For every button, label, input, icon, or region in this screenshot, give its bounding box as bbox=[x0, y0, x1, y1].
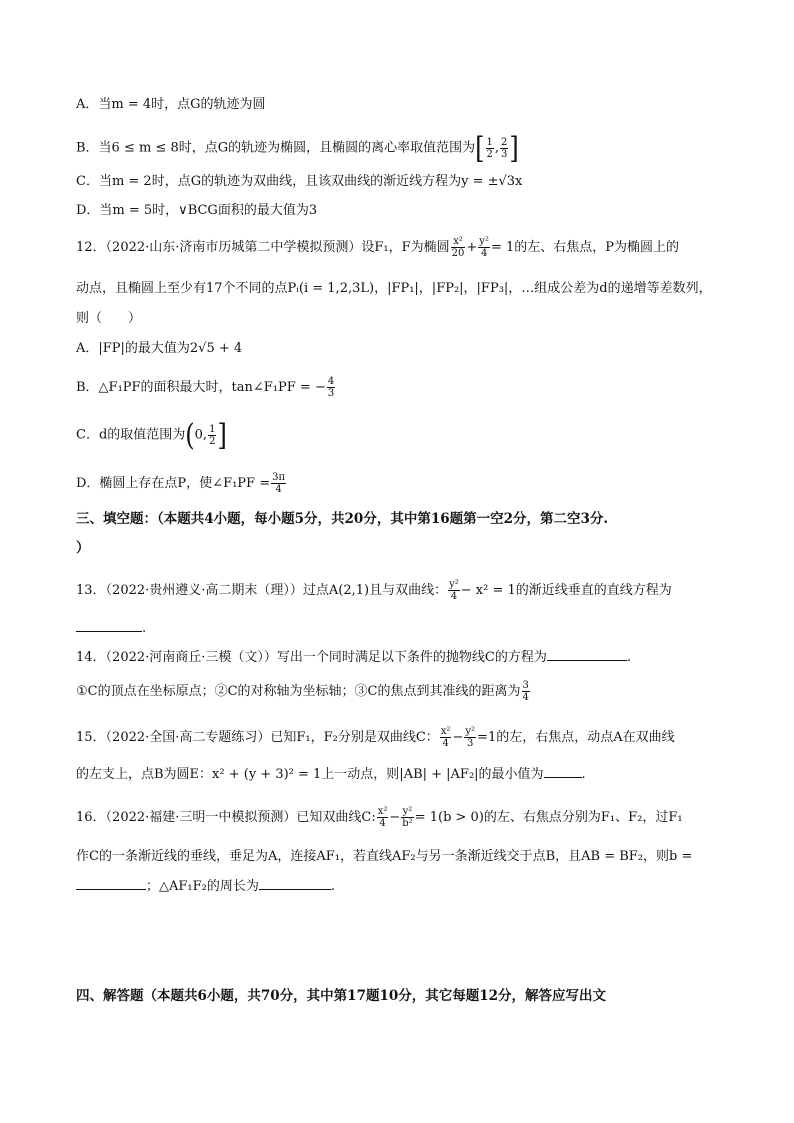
fraction: $\frac{3\pi}{4}$ bbox=[272, 472, 286, 495]
answer-blank[interactable] bbox=[76, 876, 146, 890]
section-3-heading: 三、填空题：（本题共4小题，每小题5分，共20分，其中第16题第一空2分，第二空3分. bbox=[76, 511, 609, 527]
fraction: $\frac{\text{x²}}{4}$ bbox=[440, 726, 451, 749]
question-15-line1: 15．（2022·全国·高二专题练习）已知F₁，F₂分别是双曲线C： $\frac{\text{x²}}{4}$ − $\frac{\text{y²}}{3}$ =1的左，右焦点，动点A在双曲线 bbox=[76, 726, 675, 749]
fraction: $\frac{\text{x²}}{20}$ bbox=[451, 236, 465, 259]
question-13-line2: . bbox=[76, 618, 146, 639]
answer-blank[interactable] bbox=[259, 876, 331, 890]
question-12-line3: 则（ ） bbox=[76, 311, 142, 326]
fraction: $\frac{\text{x²}}{4}$ bbox=[377, 806, 388, 829]
fraction: $\frac{\text{y²}}{\text{b²}}$ bbox=[402, 806, 413, 829]
option-12c: C．d的取值范围为(0, $\frac{1}{2}$ ] bbox=[76, 417, 227, 453]
question-16-line1: 16．（2022·福建·三明一中模拟预测）已知双曲线C: $\frac{\text{x²}}{4}$ − $\frac{\text{y²}}{\text{b²}}$ = 1(b > 0)的左、右焦点分别为F₁、F₂，过F₁ bbox=[76, 806, 683, 829]
question-14-line1: 14．（2022·河南商丘·三模（文））写出一个同时满足以下条件的抛物线C的方程为 . bbox=[76, 647, 631, 668]
fraction: $\frac{4}{3}$ bbox=[327, 376, 335, 399]
fraction: $\frac{1}{2}$ bbox=[209, 423, 216, 447]
question-13-line1: 13．（2022·贵州遵义·高二期末（理））过点A(2,1)且与双曲线： $\frac{\text{y²}}{4}$ − x² = 1的渐近线垂直的直线方程为 bbox=[76, 579, 672, 602]
answer-blank[interactable] bbox=[76, 618, 142, 632]
option-11a: A．当m = 4时，点G的轨迹为圆 bbox=[76, 97, 266, 112]
question-12-line1: 12．（2022·山东·济南市历城第二中学模拟预测）设F₁，F为椭圆 $\frac{\text{x²}}{20}$ + $\frac{\text{y²}}{4}$ = 1的左、右焦点，P为椭圆上的 bbox=[76, 236, 680, 259]
fraction: $\frac{\text{y²}}{3}$ bbox=[465, 726, 476, 749]
fraction: $\frac{2}{3}$ bbox=[501, 136, 508, 160]
question-16-line3: ；△AF₁F₂的周长为 . bbox=[76, 876, 335, 897]
option-11c: C．当m = 2时，点G的轨迹为双曲线，且该双曲线的渐近线方程为y = ±√3x bbox=[76, 174, 523, 189]
fraction: $\frac{3}{4}$ bbox=[522, 680, 529, 703]
answer-blank[interactable] bbox=[544, 764, 582, 778]
fraction: $\frac{1}{2}$ bbox=[486, 136, 493, 160]
fraction: $\frac{\text{y²}}{4}$ bbox=[449, 579, 459, 602]
option-12a: A．|FP|的最大值为2√5 + 4 bbox=[76, 341, 243, 356]
question-14-line2: ①C的顶点在坐标原点；②C的对称轴为坐标轴；③C的焦点到其准线的距离为 $\frac{3}{4}$ bbox=[76, 680, 529, 703]
question-15-line2: 的左支上，点B为圆E：x² + (y + 3)² = 1上一动点，则|AB| + |AF₂|的最小值为 . bbox=[76, 764, 586, 785]
option-12d: D．椭圆上存在点P，使∠F₁PF = $\frac{3\pi}{4}$ bbox=[76, 472, 286, 495]
fraction: $\frac{\text{y²}}{4}$ bbox=[479, 236, 489, 259]
option-12b: B．△F₁PF的面积最大时，tan∠F₁PF = − $\frac{4}{3}$ bbox=[76, 376, 335, 399]
question-12-line2: 动点，且椭圆上至少有17个不同的点Pᵢ(i = 1,2,3L)，|FP₁|，|FP₂|，|FP₃|，…组成公差为d的递增等差数列， bbox=[76, 281, 712, 296]
option-11d: D．当m = 5时，∨BCG面积的最大值为3 bbox=[76, 203, 318, 218]
question-16-line2: 作C的一条渐近线的垂线，垂足为A，连接AF₁，若直线AF₂与另一条渐近线交于点B，且AB = BF₂，则b = bbox=[76, 849, 693, 864]
answer-blank[interactable] bbox=[547, 647, 627, 661]
option-11b: B．当6 ≤ m ≤ 8时，点G的轨迹为椭圆，且椭圆的离心率取值范围为[ $\frac{1}{2}$ , $\frac{2}{3}$ ] bbox=[76, 130, 519, 166]
section-3-heading-cont: ） bbox=[76, 540, 90, 556]
section-4-heading: 四、解答题（本题共6小题，共70分，其中第17题10分，其它每题12分，解答应写出文 bbox=[76, 988, 607, 1004]
